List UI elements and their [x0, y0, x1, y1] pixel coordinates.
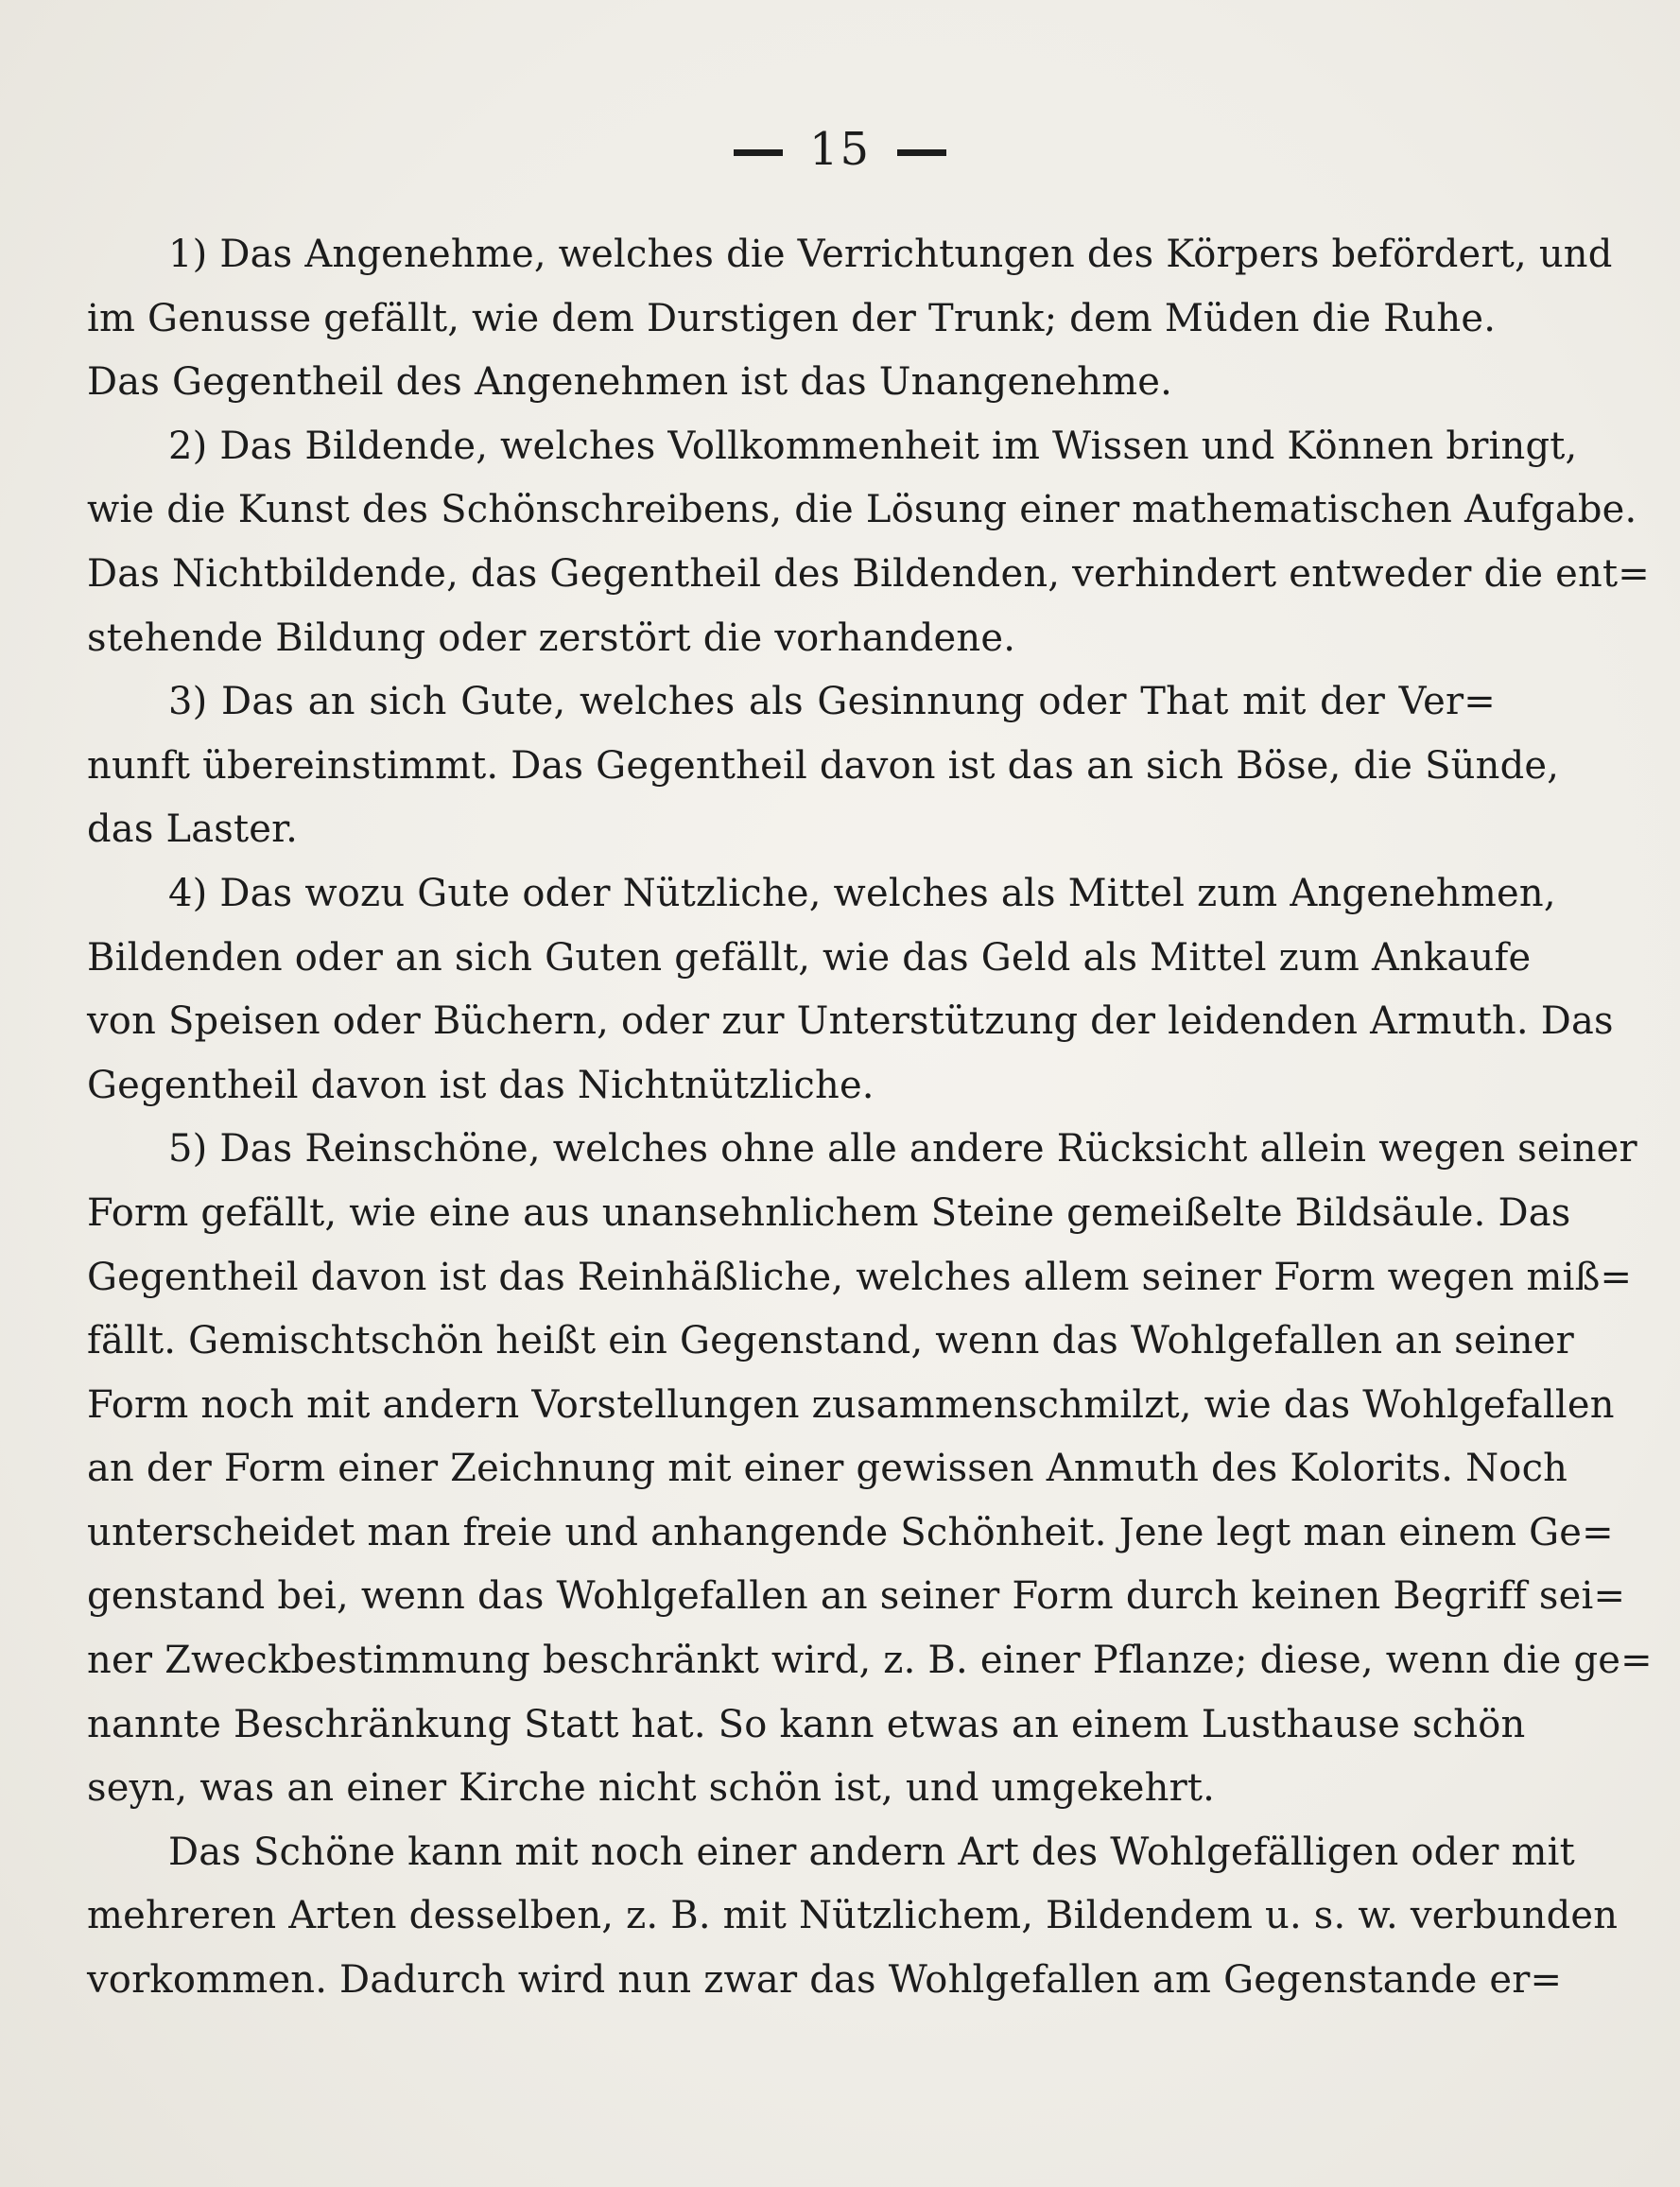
text-line: Form noch mit andern Vorstellungen zusammenschmilzt, wie das Wohlgefallen	[87, 1382, 1615, 1427]
text-line: von Speisen oder Büchern, oder zur Unterstützung der leidenden Armuth. Das	[87, 999, 1614, 1044]
text-line: 5) Das Reinschöne, welches ohne alle andere Rücksicht allein wegen seiner	[168, 1127, 1637, 1172]
text-line: Das Schöne kann mit noch einer andern Art des Wohlgefälligen oder mit	[168, 1830, 1575, 1874]
text-line: 1) Das Angenehme, welches die Verrichtungen des Körpers befördert, und	[168, 233, 1613, 276]
text-line: mehreren Arten desselben, z. B. mit Nützlichem, Bildendem u. s. w. verbunden	[87, 1894, 1619, 1938]
text-line: nannte Beschränkung Statt hat. So kann etwas an einem Lusthause schön	[87, 1702, 1526, 1746]
paragraph	[87, 862, 1614, 1118]
text-line: stehende Bildung oder zerstört die vorhandene.	[87, 616, 1016, 660]
text-line: Gegentheil davon ist das Reinhäßliche, welches allem seiner Form wegen miß=	[87, 1255, 1633, 1299]
text-line: nunft übereinstimmt. Das Gegentheil davon ist das an sich Böse, die Sünde,	[87, 743, 1560, 788]
header-dash-left	[734, 149, 783, 156]
header-dash-right	[897, 149, 946, 156]
paragraph	[87, 223, 1613, 415]
text-line: Bildenden oder an sich Guten gefällt, wie das Geld als Mittel zum Ankaufe	[87, 935, 1532, 980]
paragraph	[87, 670, 1560, 862]
body-text	[87, 223, 1653, 2013]
page-number: 15	[808, 123, 872, 176]
page-header	[0, 123, 1680, 176]
text-line: wie die Kunst des Schönschreibens, die Lösung einer mathematischen Aufgabe.	[87, 488, 1637, 532]
text-line: Das Gegentheil des Angenehmen ist das Unangenehme.	[87, 360, 1173, 405]
text-line: ner Zweckbestimmung beschränkt wird, z. B. einer Pflanze; diese, wenn die ge=	[87, 1639, 1653, 1683]
text-line: fällt. Gemischtschön heißt ein Gegenstand, wenn das Wohlgefallen an seiner	[87, 1319, 1574, 1363]
text-line: 3) Das an sich Gute, welches als Gesinnung oder That mit der Ver=	[168, 680, 1496, 724]
text-line: im Genusse gefällt, wie dem Durstigen der Trunk; dem Müden die Ruhe.	[87, 296, 1497, 340]
text-line: 2) Das Bildende, welches Vollkommenheit im Wissen und Können bringt,	[168, 424, 1578, 468]
text-line: unterscheidet man freie und anhangende Schönheit. Jene legt man einem Ge=	[87, 1510, 1614, 1554]
text-line: vorkommen. Dadurch wird nun zwar das Wohlgefallen am Gegenstande er=	[87, 1958, 1563, 2003]
paragraph	[87, 1118, 1653, 1821]
text-line: Form gefällt, wie eine aus unansehnlichem Steine gemeißelte Bildsäule. Das	[87, 1190, 1571, 1235]
text-line: Das Nichtbildende, das Gegentheil des Bildenden, verhindert entweder die ent=	[87, 551, 1650, 596]
text-line: seyn, was an einer Kirche nicht schön ist, und umgekehrt.	[87, 1766, 1216, 1811]
paragraph	[87, 415, 1650, 670]
text-line: das Laster.	[87, 807, 299, 852]
text-line: genstand bei, wenn das Wohlgefallen an seiner Form durch keinen Begriff sei=	[87, 1574, 1626, 1619]
paragraph	[87, 1821, 1619, 2013]
text-line: an der Form einer Zeichnung mit einer gewissen Anmuth des Kolorits. Noch	[87, 1447, 1568, 1491]
text-line: 4) Das wozu Gute oder Nützliche, welches als Mittel zum Angenehmen,	[168, 871, 1556, 915]
text-line: Gegentheil davon ist das Nichtnützliche.	[87, 1063, 875, 1107]
